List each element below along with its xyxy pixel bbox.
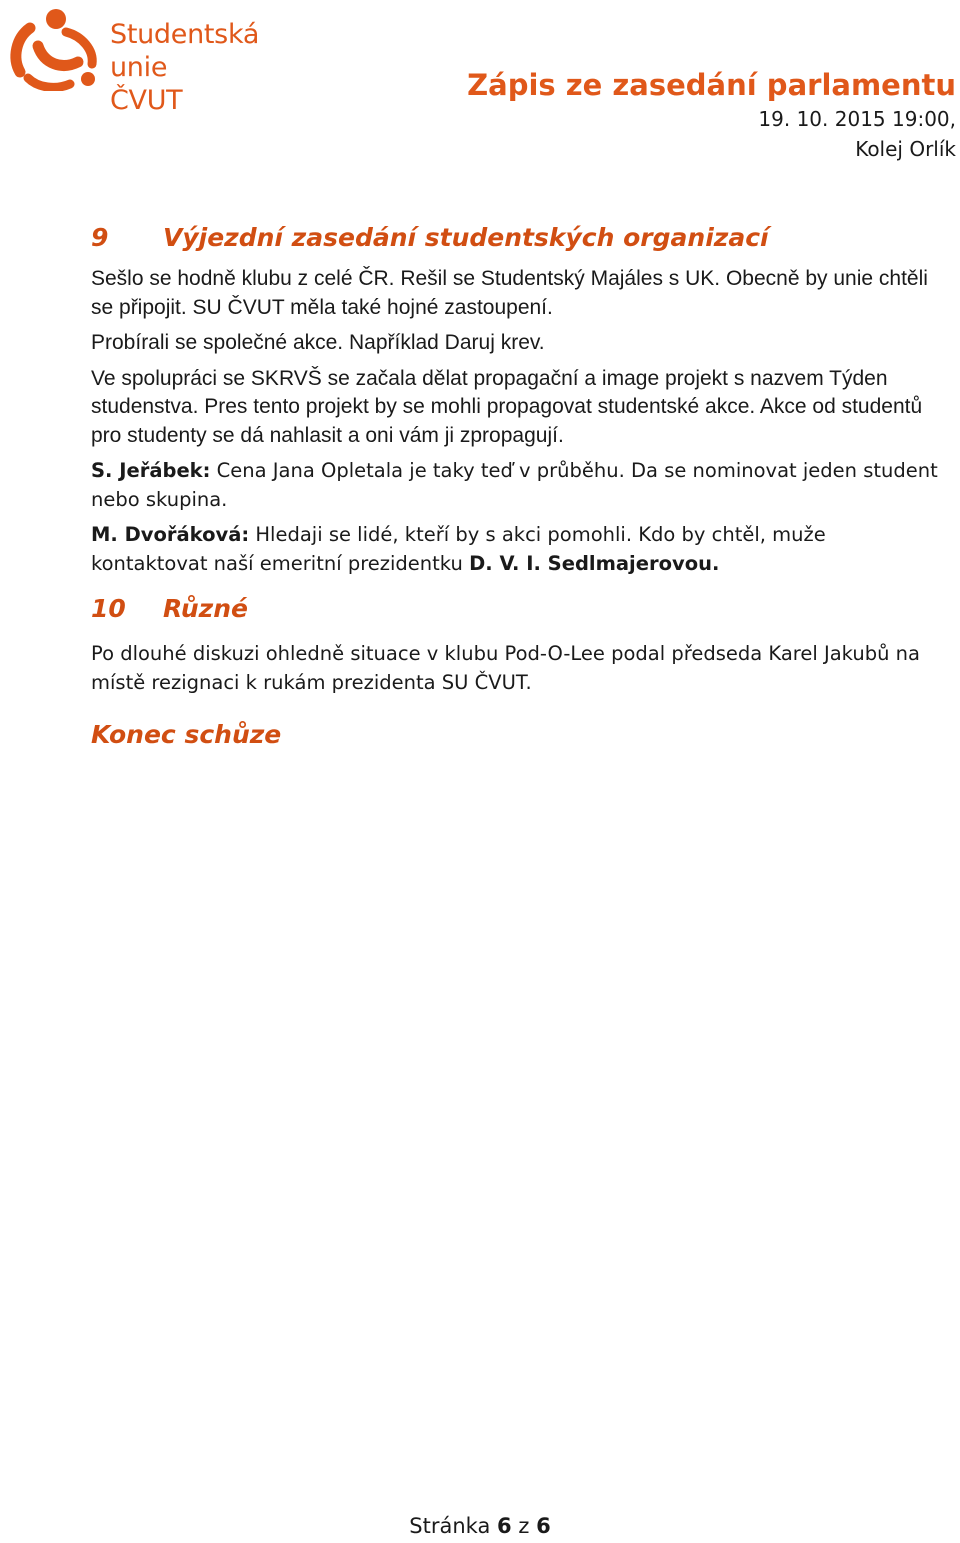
section-number: 9 (91, 223, 109, 252)
su-cvut-logo (8, 2, 318, 116)
paragraph: Po dlouhé diskuzi ohledně situace v klubu Pod-O-Lee podal předseda Karel Jakubů na místě rezignaci k rukám prezidenta SU ČVUT. (91, 642, 920, 694)
logo-wordmark (110, 18, 318, 117)
section-number: 10 (91, 594, 126, 623)
speaker-paragraph (91, 457, 941, 514)
paragraph: Probírali se společné akce. Například Daruj krev. (91, 331, 545, 354)
speaker-name: S. Jeřábek: (91, 459, 211, 482)
of-word: z (518, 1514, 530, 1538)
document-header (467, 66, 956, 164)
paragraph: Ve spolupráci se SKRVŠ se začala dělat propagační a image projekt s nazvem Týden studenstva. Pres tento projekt by se mohli propagovat studentské akce. Akce od studentů pro studenty se dá nahlasit a oni vám ji zpropagují. (91, 366, 923, 447)
page-word: Stránka (409, 1514, 491, 1538)
section-9-heading (91, 218, 941, 258)
current-page-number: 6 (497, 1514, 512, 1538)
total-pages: 6 (536, 1514, 551, 1538)
closing-heading: Konec schůze (91, 720, 282, 749)
speaker-name: M. Dvořáková: (91, 523, 250, 546)
speaker-text: Cena Jana Opletala je taky teď v průběhu. Da se nominovat jeden student nebo skupina. (91, 459, 938, 511)
page-footer (0, 1514, 960, 1538)
logo-line-1: Studentská unie (110, 19, 260, 83)
section-title: Výjezdní zasedání studentských organizací (163, 223, 769, 252)
logo-line-2: ČVUT (110, 85, 183, 116)
section-10-heading (91, 589, 941, 629)
meeting-date-time: 19. 10. 2015 19:00, (758, 107, 956, 131)
su-cvut-logo-icon (8, 6, 103, 91)
document-title: Zápis ze zasedání parlamentu (467, 68, 956, 102)
speaker-text: Hledaji se lidé, kteří by s akci pomohli. Kdo by chtěl, muže kontaktovat naší emeritní prezidentku (91, 523, 826, 575)
speaker-paragraph (91, 521, 941, 578)
document-body (91, 218, 941, 755)
paragraph: Sešlo se hodně klubu z celé ČR. Rešil se Studentský Majáles s UK. Obecně by unie chtěli se připojit. SU ČVUT měla také hojné zastoupení. (91, 267, 928, 319)
mentioned-person: D. V. I. Sedlmajerovou. (469, 551, 720, 575)
section-title: Různé (163, 594, 248, 623)
meeting-location: Kolej Orlík (855, 137, 956, 161)
